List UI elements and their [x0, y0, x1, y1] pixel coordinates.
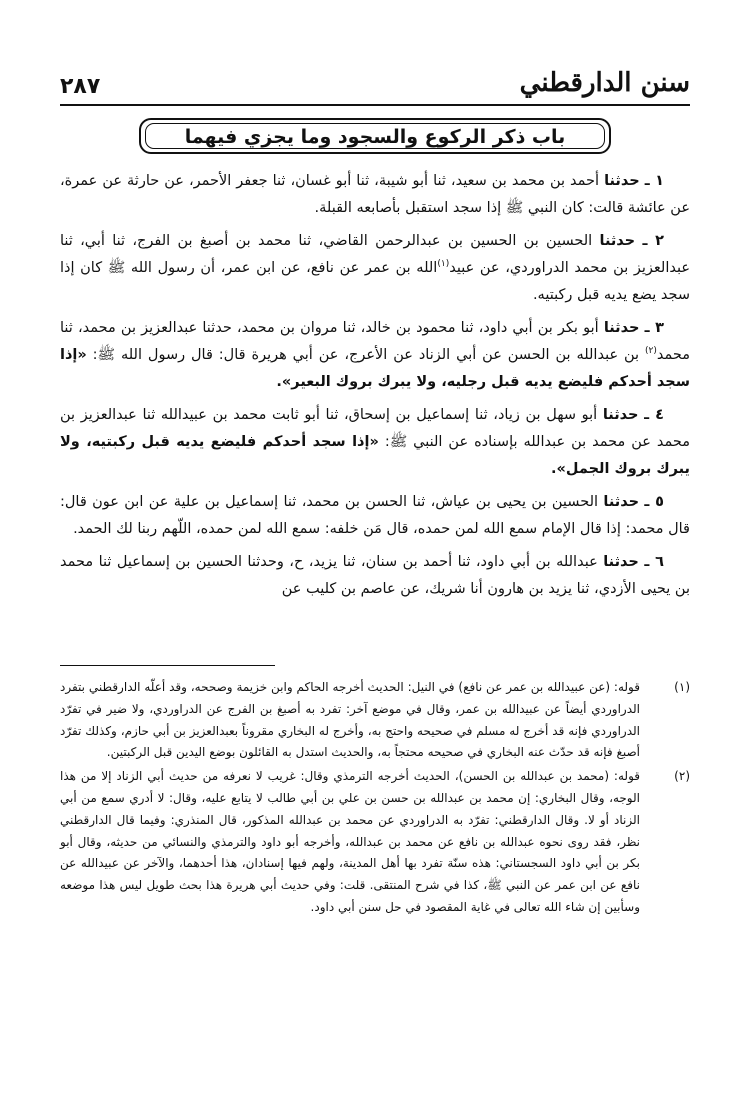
hadith-number: ٢ ـ — [642, 233, 664, 249]
header-rule — [60, 104, 690, 106]
hadith-number: ٣ ـ — [644, 320, 664, 336]
hadith-lead-word: حدثنا — [602, 407, 639, 423]
hadith-text: أبو بكر بن أبي داود، ثنا محمود بن خالد، ثنا مروان بن محمد، حدثنا عبدالعزيز بن محمد، ثنا محمد — [60, 320, 691, 363]
hadith-text: الله بن عمر عن نافع، عن ابن عمر، أن رسول الله ﷺ كان إذا سجد يضع يديه قبل ركبتيه. — [60, 260, 690, 303]
footnote-reference[interactable]: (٢) — [645, 346, 657, 357]
hadith-number: ٦ ـ — [644, 554, 665, 570]
footnote-2 — [60, 766, 690, 919]
hadith-number: ٥ ـ — [644, 494, 665, 510]
hadith-text: الحسين بن الحسين بن عبدالرحمن القاضي، ثنا محمد بن أصبغ بن الفرج، ثنا أبي، ثنا عبدالعزيز بن محمد الدراوردي، عن عبيد — [60, 233, 691, 276]
page-number: ٢٨٧ — [60, 74, 101, 99]
hadith-text: بن عبدالله بن الحسن عن أبي الزناد عن الأعرج، عن أبي هريرة قال: قال رسول الله ﷺ: — [92, 347, 640, 363]
hadith-6 — [60, 549, 690, 603]
running-header — [60, 66, 690, 104]
hadith-2 — [60, 228, 690, 309]
footnote-separator — [60, 665, 275, 666]
footnote-1 — [60, 677, 690, 764]
hadith-text: أحمد بن محمد بن سعيد، ثنا أبو شيبة، ثنا أبو غسان، ثنا جعفر الأحمر، عن حارثة عن عمرة، عن عائشة قالت: كان النبي ﷺ إذا سجد استقبل بأصابعه القبلة. — [60, 173, 690, 216]
hadith-4 — [60, 402, 690, 483]
hadith-lead-word: حدثنا — [603, 554, 639, 570]
prophetic-quote: «إذا سجد أحدكم فليضع يديه قبل رجليه، ولا يبرك بروك البعير». — [60, 347, 690, 390]
chapter-title: باب ذكر الركوع والسجود وما يجزي فيهما — [184, 126, 566, 148]
main-text — [60, 168, 690, 609]
footnotes — [60, 677, 690, 921]
hadith-lead-word: حدثنا — [603, 320, 640, 336]
book-title: سنن الدارقطني — [519, 68, 690, 98]
hadith-5 — [60, 489, 690, 543]
hadith-text: عبدالله بن أبي داود، ثنا أحمد بن سنان، ثنا يزيد، ح، وحدثنا الحسين بن إسماعيل ثنا محمد بن يحيى الأزدي، ثنا يزيد بن هارون أنا شريك، عن عاصم بن كليب عن — [60, 554, 690, 597]
hadith-number: ٤ ـ — [644, 407, 665, 423]
footnote-reference[interactable]: (١) — [437, 259, 450, 270]
footnote-mark: (١) — [674, 680, 690, 694]
hadith-lead-word: حدثنا — [599, 233, 636, 249]
hadith-number: ١ ـ — [644, 173, 664, 189]
hadith-text: الحسين بن يحيى بن عياش، ثنا الحسن بن محمد، ثنا إسماعيل بن علية عن ابن عون قال: قال محمد: إذا قال الإمام سمع الله لمن حمده، قال مَن خلفه: سمع الله لمن حمده، اللّهم ربنا لك الحمد. — [60, 494, 690, 537]
hadith-1 — [60, 168, 690, 222]
hadith-text: أبو سهل بن زياد، ثنا إسماعيل بن إسحاق، ثنا أبو ثابت محمد بن عبيدالله ثنا عبدالعزيز بن محمد عن محمد بن عبدالله بإسناده عن النبي ﷺ: — [60, 407, 691, 450]
chapter-heading-frame — [139, 118, 611, 154]
hadith-3 — [60, 315, 690, 396]
hadith-lead-word: حدثنا — [603, 494, 640, 510]
footnote-text: قوله: (محمد بن عبدالله بن الحسن)، الحديث أخرجه الترمذي وقال: غريب لا نعرفه من حديث أبي الزناد إلا من هذا الوجه، وقال البخاري: إن محمد بن عبدالله بن حسن بن علي بن أبي طالب لا يتابع عليه، وقال: لا أدري سمع من أبي الزناد أو لا. وقال الدارقطني: تفرّد به الدراوردي عن محمد بن عبدالله المذكور، قال المنذري: وفيما قال الدارقطني نظر، فقد روى نحوه عبدالله بن نافع عن محمد بن عبدالله، وأخرجه أبو داود والترمذي والنسائي من حديثه، وقال أبو بكر بن أبي داود السجستاني: هذه سنّة تفرد بها أهل المدينة، ولهم فيها إسنادان، هذا أحدهما، والآخر عن عبيدالله عن نافع عن ابن عمر عن النبي ﷺ، كذا في شرح المنتقى. قلت: وفي حديث أبي هريرة هذا بحث طويل ليس هذا موضعه وسأبين إن شاء الله تعالى في غاية المقصود في حل سنن أبي داود. — [60, 769, 640, 914]
hadith-lead-word: حدثنا — [604, 173, 640, 189]
prophetic-quote: «إذا سجد أحدكم فليضع يديه قبل ركبتيه، ولا يبرك بروك الجمل». — [60, 434, 690, 477]
footnote-text: قوله: (عن عبيدالله بن عمر عن نافع) في النيل: الحديث أخرجه الحاكم وابن خزيمة وصححه، وقد أعلّه الدارقطني بتفرد الدراوردي أيضاً عن عبيدالله بن عمر، وقال في موضع آخر: تفرد به أصبغ بن الفرج عن الدراوردي، ولا ضير في تفرّد الدراوردي فإنه قد أخرج له مسلم في صحيحه واحتج به، وأخرج له البخاري مقروناً بعبدالعزيز بن أبي حازم، وكذلك تفرّد أصبغ فإنه قد حدّث عنه البخاري في صحيحه محتجاً به، والحديث استدل به القائلون بوضع اليدين قبل الركبتين. — [60, 680, 640, 760]
footnote-mark: (٢) — [674, 769, 690, 784]
